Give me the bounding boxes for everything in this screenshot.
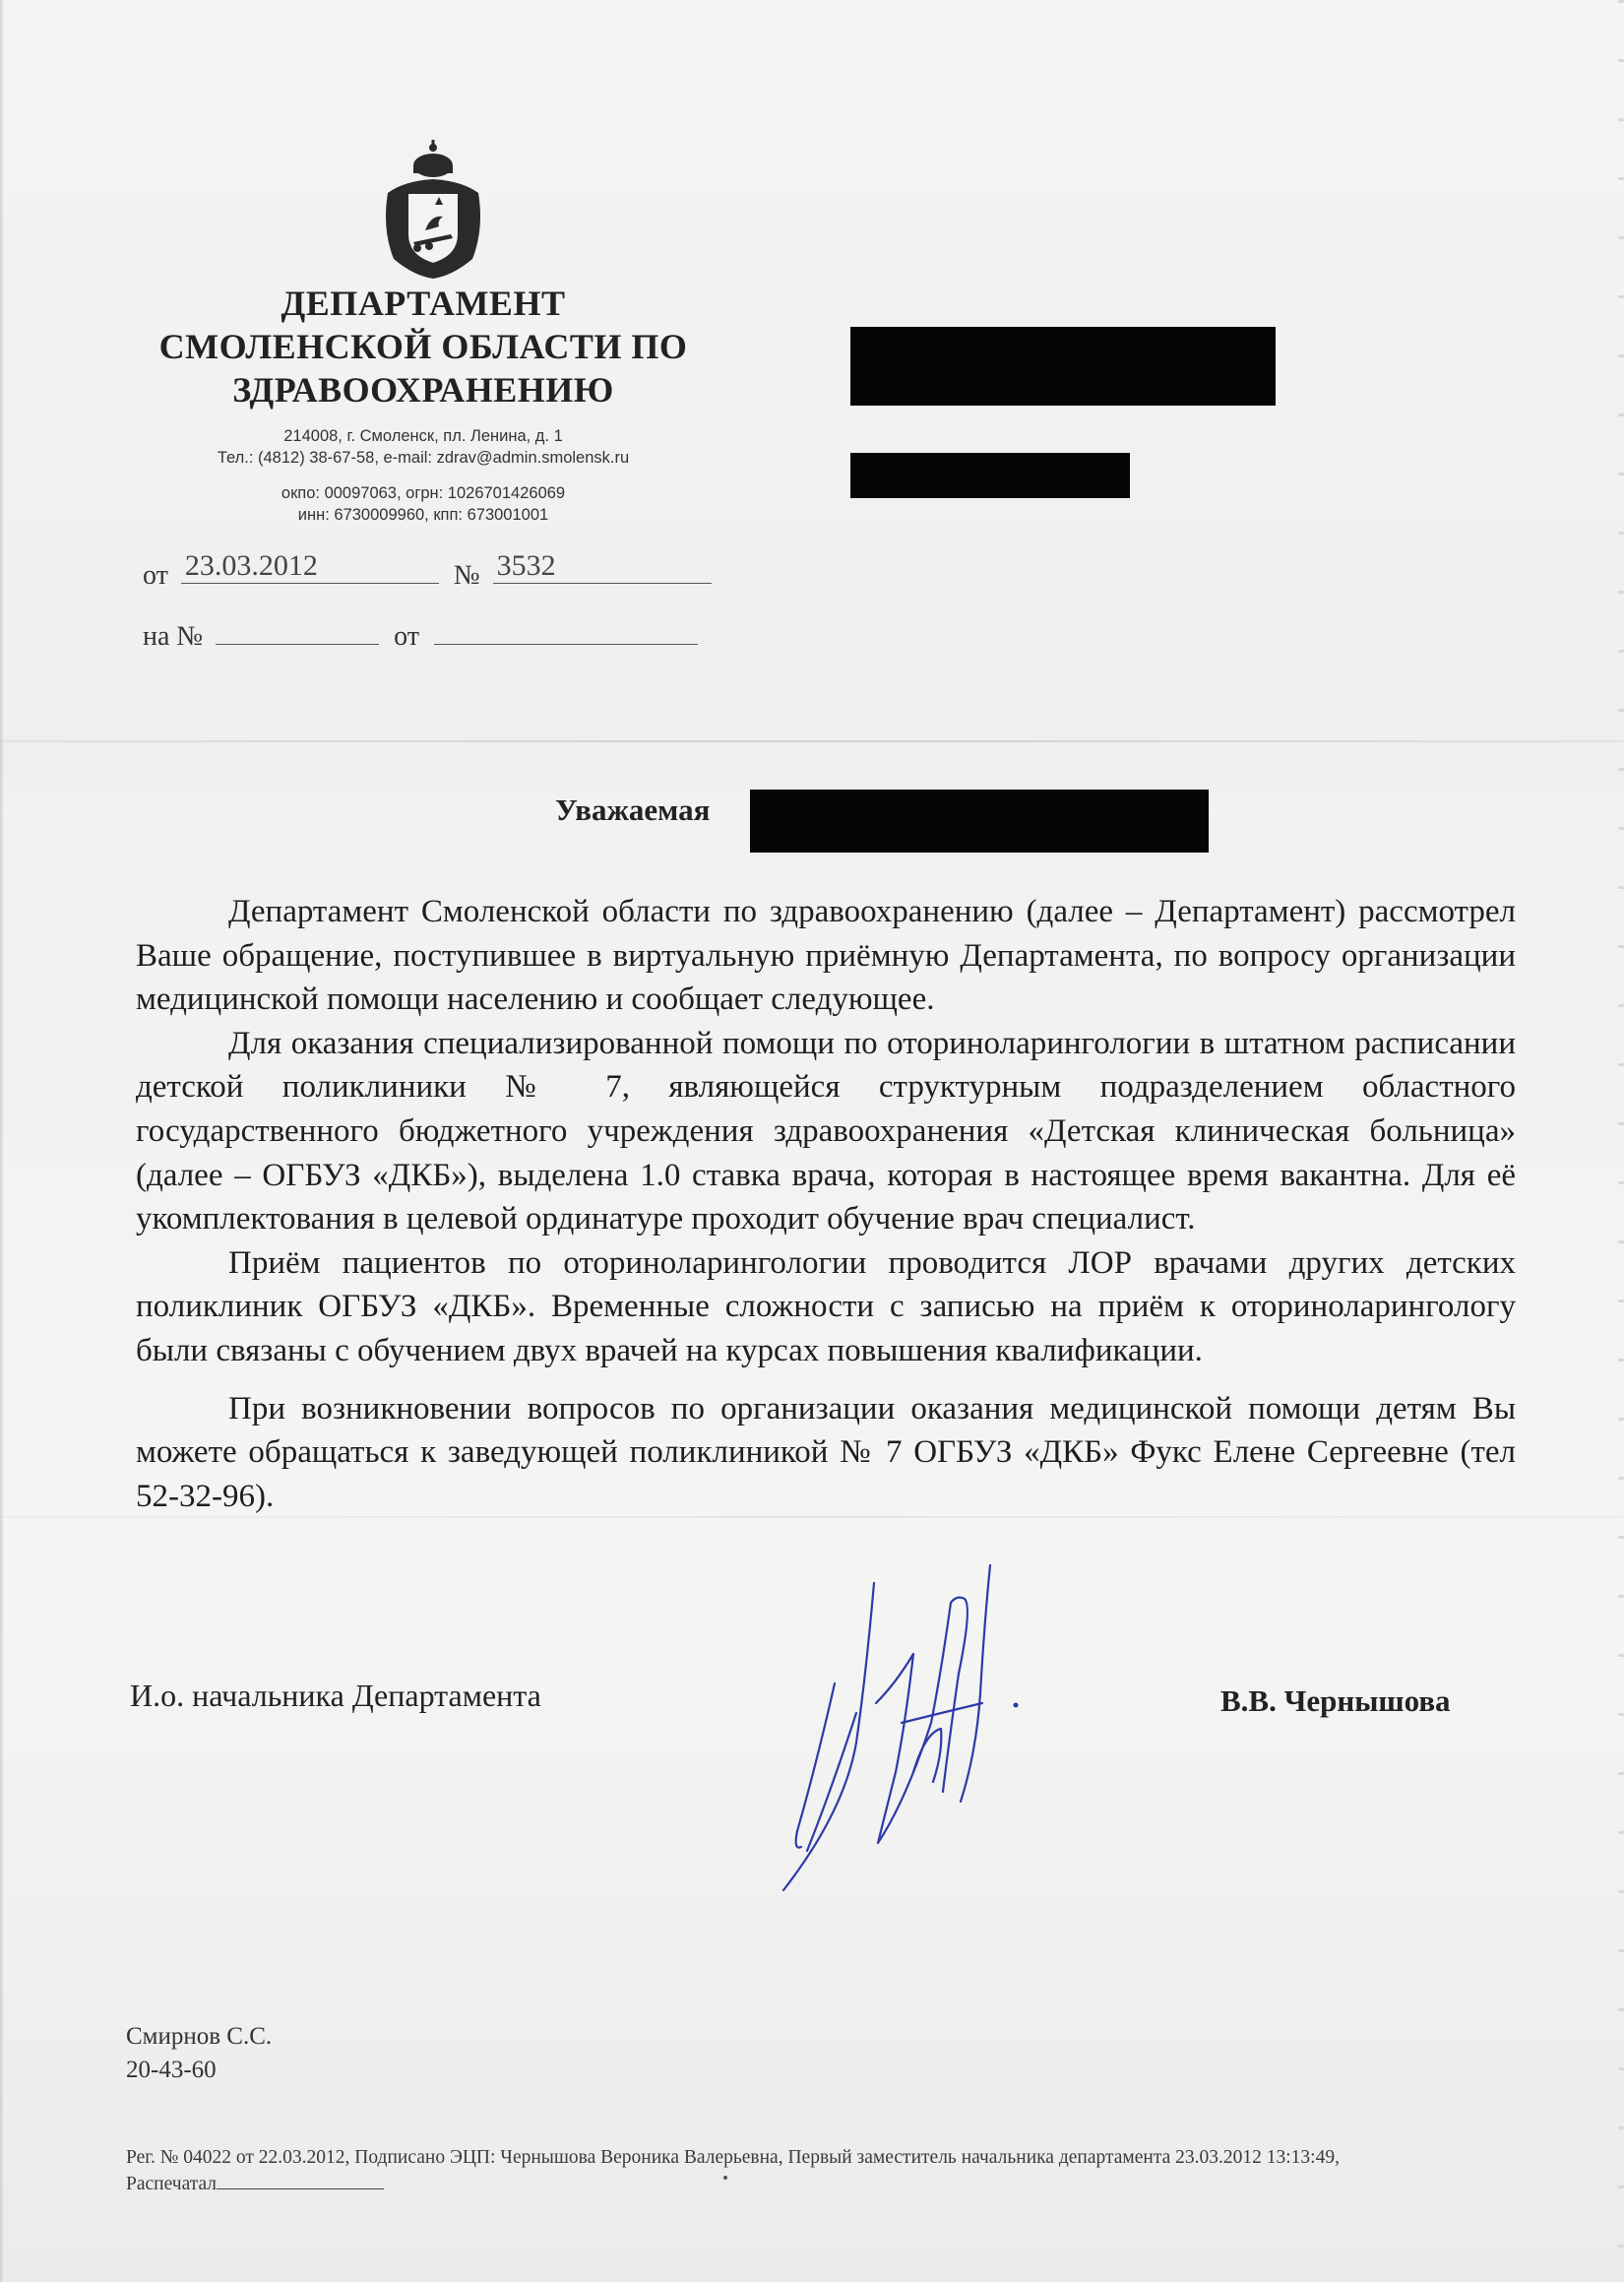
handwritten-signature xyxy=(748,1555,1083,1910)
redacted-recipient-name xyxy=(850,327,1276,406)
paper-speck xyxy=(723,2176,727,2180)
registration-reference-row xyxy=(143,614,698,653)
executor-name: Смирнов С.С. xyxy=(126,2023,273,2050)
body-paragraph: При возникновении вопросов по организации оказания медицинской помощи детям Вы можете обращаться к заведующей поликлиникой № 7 ОГБУЗ «ДКБ» Фукс Елене Сергеевне (тел 52-32-96). xyxy=(136,1390,1516,1514)
codes-line: окпо: 00097063, огрн: 1026701426069 xyxy=(281,484,566,502)
number-value: 3532 xyxy=(496,549,556,582)
executor-block xyxy=(126,2020,272,2087)
signatory-name: В.В. Чернышова xyxy=(1220,1683,1451,1718)
greeting xyxy=(555,792,710,828)
date-field xyxy=(181,549,439,584)
executor-phone: 20-43-60 xyxy=(126,2057,217,2083)
contact-line: Тел.: (4812) 38-67-58, e-mail: zdrav@admin.smolensk.ru xyxy=(217,449,630,467)
redacted-recipient-address xyxy=(850,453,1130,498)
body-paragraph: Департамент Смоленской области по здравоохранению (далее – Департамент) рассмотрел Ваше обращение, поступившее в виртуальную приёмную Департамента, по вопросу организации медицинской помощи населению и сообщает следующее. xyxy=(136,894,1516,1018)
paper-edge xyxy=(0,0,4,2282)
footer-printed-blank xyxy=(217,2171,384,2189)
organization-name-line: ЗДРАВООХРАНЕНИЮ xyxy=(232,370,614,410)
signatory-role: И.о. начальника Департамента xyxy=(130,1678,541,1713)
organization-name-line: ДЕПАРТАМЕНТ xyxy=(281,284,566,323)
organization-name-line: СМОЛЕНСКОЙ ОБЛАСТИ ПО xyxy=(158,327,688,366)
reference-from-label: от xyxy=(394,621,420,652)
registration-footer xyxy=(126,2144,1524,2197)
registration-date-row xyxy=(143,549,712,592)
redacted-addressee-name xyxy=(750,790,1209,853)
reference-number-field xyxy=(216,614,379,645)
date-value: 23.03.2012 xyxy=(184,549,318,582)
footer-printed-line xyxy=(126,2171,1524,2197)
footer-registration-line: Рег. № 04022 от 22.03.2012, Подписано ЭЦП: Чернышова Вероника Валерьевна, Первый заместитель начальника департамента 23.03.2012 13:13:49, xyxy=(126,2147,1340,2168)
body-paragraph: Для оказания специализированной помощи по оториноларингологии в штатном расписании детской поликлиники № 7, являющейся структурным подразделением областного государственного бюджетного учреждения здравоохранения «Детская клиническая больница» (далее – ОГБУЗ «ДКБ»), выделена 1.0 ставка врача, которая в настоящее время вакантна. Для её укомплектования в целевой ординатуре проходит обучение врач специалист. xyxy=(136,1025,1516,1237)
coat-of-arms-icon xyxy=(374,136,492,284)
number-field xyxy=(493,549,712,584)
organization-name xyxy=(118,282,728,412)
date-label: от xyxy=(143,560,168,591)
paper-edge-marks xyxy=(1618,0,1624,2282)
organization-contacts xyxy=(118,425,728,526)
reference-label: на № xyxy=(143,621,204,652)
body-paragraph: Приём пациентов по оториноларингологии проводится ЛОР врачами других детских поликлиник ОГБУЗ «ДКБ». Временные сложности с записью на приём к оториноларингологу были связаны с обучением двух врачей на курсах повышения квалификации. xyxy=(136,1244,1516,1368)
number-label: № xyxy=(453,560,480,591)
paper-fold-line xyxy=(0,740,1624,742)
greeting-text: Уважаемая xyxy=(555,792,711,827)
codes-line: инн: 6730009960, кпп: 673001001 xyxy=(297,506,549,524)
letter-body xyxy=(136,890,1516,1518)
reference-date-field xyxy=(434,614,698,645)
address-line: 214008, г. Смоленск, пл. Ленина, д. 1 xyxy=(283,427,563,445)
footer-printed-label: Распечатал xyxy=(126,2174,218,2194)
